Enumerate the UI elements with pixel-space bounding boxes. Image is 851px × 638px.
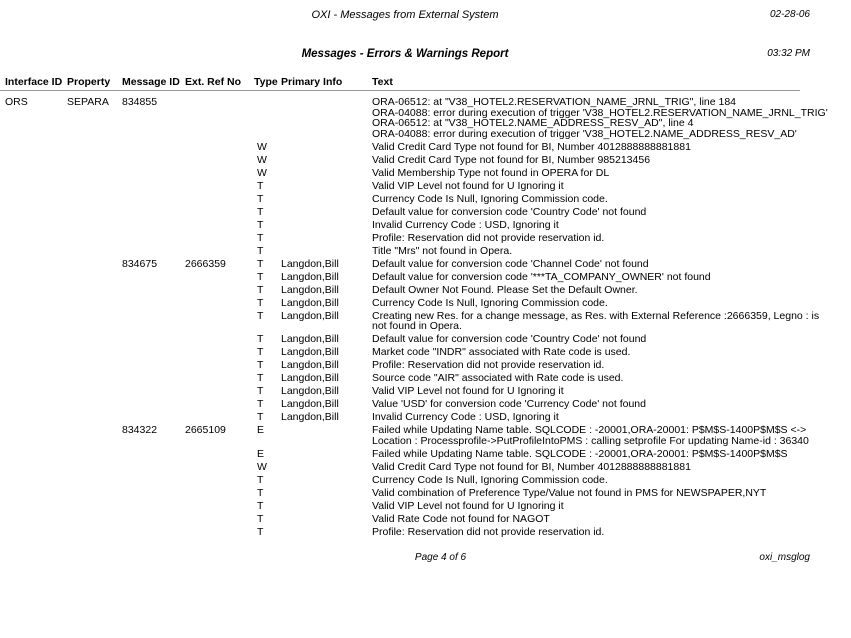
cell-property: SEPARA — [67, 96, 109, 108]
message-text-line: Failed while Updating Name table. SQLCODE : -20001,ORA-20001: P$M$S-1400P$M$S <-> — [372, 424, 807, 436]
cell-type: T — [257, 372, 264, 384]
table-row — [0, 462, 851, 473]
cell-type: T — [257, 244, 264, 257]
cell-message-id: 834322 — [122, 424, 158, 436]
message-text-line: Valid Credit Card Type not found for BI, Number 4012888888881881 — [372, 140, 691, 153]
cell-interface-id: ORS — [5, 96, 28, 108]
message-text-line: Location : Processprofile->PutProfileIntoPMS : calling setprofile For updating Name-id : 36340 — [372, 434, 809, 447]
message-text-line: Profile: Reservation did not provide reservation id. — [372, 231, 605, 244]
cell-primary-info: Langdon,Bill — [281, 359, 339, 371]
column-header-type: Type — [254, 76, 278, 88]
cell-message-text — [372, 334, 851, 345]
table-row — [0, 272, 851, 283]
table-row — [0, 360, 851, 371]
message-text-line: ORA-06512: at "V38_HOTEL2.NAME_ADDRESS_RESV_AD", line 4 — [372, 117, 694, 129]
cell-message-text — [372, 462, 851, 473]
message-text-line: ORA-06512: at "V38_HOTEL2.RESERVATION_NAME_JRNL_TRIG", line 184 — [372, 96, 737, 108]
report-date: 02-28-06 — [769, 9, 810, 20]
header-divider — [0, 90, 800, 91]
cell-type: W — [257, 140, 267, 153]
cell-message-id: 834675 — [122, 257, 158, 270]
table-row — [0, 514, 851, 525]
message-text-line: Market code "INDR" associated with Rate code is used. — [372, 346, 631, 358]
column-header-message-id: Message ID — [122, 76, 180, 88]
cell-message-text — [372, 155, 851, 166]
cell-message-text — [372, 527, 851, 538]
cell-type: T — [257, 359, 264, 371]
cell-message-text — [372, 181, 851, 192]
cell-message-text — [372, 449, 851, 460]
message-text-line: not found in Opera. — [372, 320, 462, 332]
cell-primary-info: Langdon,Bill — [281, 346, 339, 358]
cell-message-text — [372, 399, 851, 410]
cell-type: T — [257, 283, 264, 296]
cell-message-text — [372, 272, 851, 283]
cell-type: T — [257, 257, 264, 270]
report-subtitle: Messages - Errors & Warnings Report — [301, 48, 509, 60]
cell-message-text — [372, 233, 851, 244]
cell-ext-ref-no: 2665109 — [185, 424, 226, 436]
column-header-ext-ref-no: Ext. Ref No — [185, 76, 242, 88]
cell-type: T — [257, 179, 264, 192]
report-footer — [0, 552, 851, 566]
cell-message-text — [372, 501, 851, 512]
cell-primary-info: Langdon,Bill — [281, 296, 339, 309]
table-row — [0, 298, 851, 309]
table-row — [0, 155, 851, 166]
cell-message-text — [372, 347, 851, 358]
message-text-line: Invalid Currency Code : USD, Ignoring it — [372, 218, 559, 231]
cell-type: T — [257, 192, 264, 205]
cell-type: T — [257, 231, 264, 244]
message-text-line: Default value for conversion code 'Country Code' not found — [372, 205, 647, 218]
cell-type: E — [257, 447, 265, 460]
cell-message-text — [372, 194, 851, 205]
cell-message-text — [372, 514, 851, 525]
table-row — [0, 488, 851, 499]
message-text-line: Currency Code Is Null, Ignoring Commission code. — [372, 473, 608, 486]
message-text-line: Currency Code Is Null, Ignoring Commission code. — [372, 296, 608, 309]
table-row — [0, 475, 851, 486]
table-row — [0, 311, 851, 332]
cell-type: W — [257, 460, 267, 473]
report-time: 03:32 PM — [767, 48, 810, 59]
table-row — [0, 97, 851, 139]
cell-primary-info: Langdon,Bill — [281, 283, 339, 296]
cell-primary-info: Langdon,Bill — [281, 309, 339, 322]
table-row — [0, 285, 851, 296]
column-header-text: Text — [372, 76, 393, 88]
cell-type: T — [257, 333, 264, 345]
table-row — [0, 347, 851, 358]
table-row — [0, 449, 851, 460]
cell-message-text — [372, 298, 851, 309]
message-text-line: Failed while Updating Name table. SQLCODE : -20001,ORA-20001: P$M$S-1400P$M$S — [372, 447, 788, 460]
cell-type: T — [257, 473, 264, 486]
table-row — [0, 142, 851, 153]
cell-message-text — [372, 425, 851, 446]
message-text-line: Value 'USD' for conversion code 'Currency Code' not found — [372, 398, 646, 410]
table-row — [0, 220, 851, 231]
cell-primary-info: Langdon,Bill — [281, 333, 339, 345]
message-text-line: Valid Credit Card Type not found for BI, Number 985213456 — [372, 153, 651, 166]
message-text-line: Valid Credit Card Type not found for BI, Number 4012888888881881 — [372, 460, 691, 473]
cell-type: W — [257, 153, 267, 166]
message-text-line: Default Owner Not Found. Please Set the Default Owner. — [372, 283, 638, 296]
cell-type: T — [257, 205, 264, 218]
cell-primary-info: Langdon,Bill — [281, 385, 339, 397]
message-text-line: ORA-04088: error during execution of trigger 'V38_HOTEL2.RESERVATION_NAME_JRNL_TRIG' — [372, 106, 828, 119]
cell-type: W — [257, 166, 267, 179]
message-text-line: Valid combination of Preference Type/Value not found in PMS for NEWSPAPER,NYT — [372, 486, 767, 499]
column-header-property: Property — [67, 76, 111, 88]
report-id: oxi_msglog — [759, 552, 810, 563]
message-text-line: Default value for conversion code 'Channel Code' not found — [372, 257, 649, 270]
cell-type: T — [257, 512, 264, 525]
table-row — [0, 527, 851, 538]
message-text-line: Default value for conversion code 'Country Code' not found — [372, 333, 647, 345]
table-row — [0, 425, 851, 446]
message-text-line: Profile: Reservation did not provide reservation id. — [372, 525, 605, 538]
cell-type: T — [257, 270, 264, 283]
cell-message-text — [372, 360, 851, 371]
cell-message-text — [372, 412, 851, 423]
message-text-line: Creating new Res. for a change message, as Res. with External Reference :2666359, Legno : is — [372, 309, 820, 322]
table-row — [0, 399, 851, 410]
table-row — [0, 233, 851, 244]
table-row — [0, 386, 851, 397]
cell-type: T — [257, 296, 264, 309]
page-number: Page 4 of 6 — [414, 552, 467, 563]
cell-type: T — [257, 385, 264, 397]
cell-message-text — [372, 373, 851, 384]
table-row — [0, 246, 851, 257]
message-text-line: Valid VIP Level not found for U Ignoring it — [372, 179, 564, 192]
table-body — [0, 97, 851, 540]
cell-message-text — [372, 488, 851, 499]
cell-type: T — [257, 218, 264, 231]
message-text-line: Valid VIP Level not found for U Ignoring it — [372, 385, 564, 397]
report-title: OXI - Messages from External System — [311, 9, 499, 21]
column-header-interface-id: Interface ID — [5, 76, 63, 88]
cell-ext-ref-no: 2666359 — [185, 257, 226, 270]
cell-type: T — [257, 411, 264, 423]
table-row — [0, 207, 851, 218]
cell-message-text — [372, 475, 851, 486]
cell-message-text — [372, 311, 851, 332]
cell-message-text — [372, 285, 851, 296]
table-row — [0, 194, 851, 205]
table-row — [0, 373, 851, 384]
cell-type: T — [257, 309, 264, 322]
cell-type: T — [257, 486, 264, 499]
message-text-line: Title "Mrs" not found in Opera. — [372, 244, 513, 257]
cell-message-text — [372, 207, 851, 218]
cell-primary-info: Langdon,Bill — [281, 270, 339, 283]
cell-message-text — [372, 386, 851, 397]
cell-type: T — [257, 499, 264, 512]
cell-primary-info: Langdon,Bill — [281, 398, 339, 410]
message-text-line: Invalid Currency Code : USD, Ignoring it — [372, 411, 559, 423]
cell-message-text — [372, 220, 851, 231]
cell-message-text — [372, 246, 851, 257]
cell-message-id: 834855 — [122, 96, 158, 108]
message-text-line: Valid VIP Level not found for U Ignoring it — [372, 499, 564, 512]
message-text-line: Currency Code Is Null, Ignoring Commission code. — [372, 192, 608, 205]
table-row — [0, 501, 851, 512]
cell-message-text — [372, 142, 851, 153]
cell-message-text — [372, 259, 851, 270]
column-header-primary-info: Primary Info — [281, 76, 343, 88]
message-text-line: Valid Rate Code not found for NAGOT — [372, 512, 550, 525]
message-text-line: Profile: Reservation did not provide reservation id. — [372, 359, 605, 371]
message-text-line: Default value for conversion code '***TA_COMPANY_OWNER' not found — [372, 270, 711, 283]
message-text-line: Source code "AIR" associated with Rate code is used. — [372, 372, 624, 384]
table-header-row — [0, 76, 810, 90]
message-text-line: Valid Membership Type not found in OPERA for DL — [372, 166, 610, 179]
table-row — [0, 168, 851, 179]
table-row — [0, 412, 851, 423]
table-row — [0, 334, 851, 345]
cell-message-text — [372, 97, 851, 139]
table-row — [0, 259, 851, 270]
cell-type: T — [257, 398, 264, 410]
cell-primary-info: Langdon,Bill — [281, 411, 339, 423]
table-row — [0, 181, 851, 192]
cell-type: T — [257, 525, 264, 538]
cell-primary-info: Langdon,Bill — [281, 372, 339, 384]
cell-type: T — [257, 346, 264, 358]
cell-message-text — [372, 168, 851, 179]
cell-primary-info: Langdon,Bill — [281, 257, 339, 270]
cell-type: E — [257, 424, 265, 436]
message-text-line: ORA-04088: error during execution of trigger 'V38_HOTEL2.NAME_ADDRESS_RESV_AD' — [372, 127, 797, 140]
